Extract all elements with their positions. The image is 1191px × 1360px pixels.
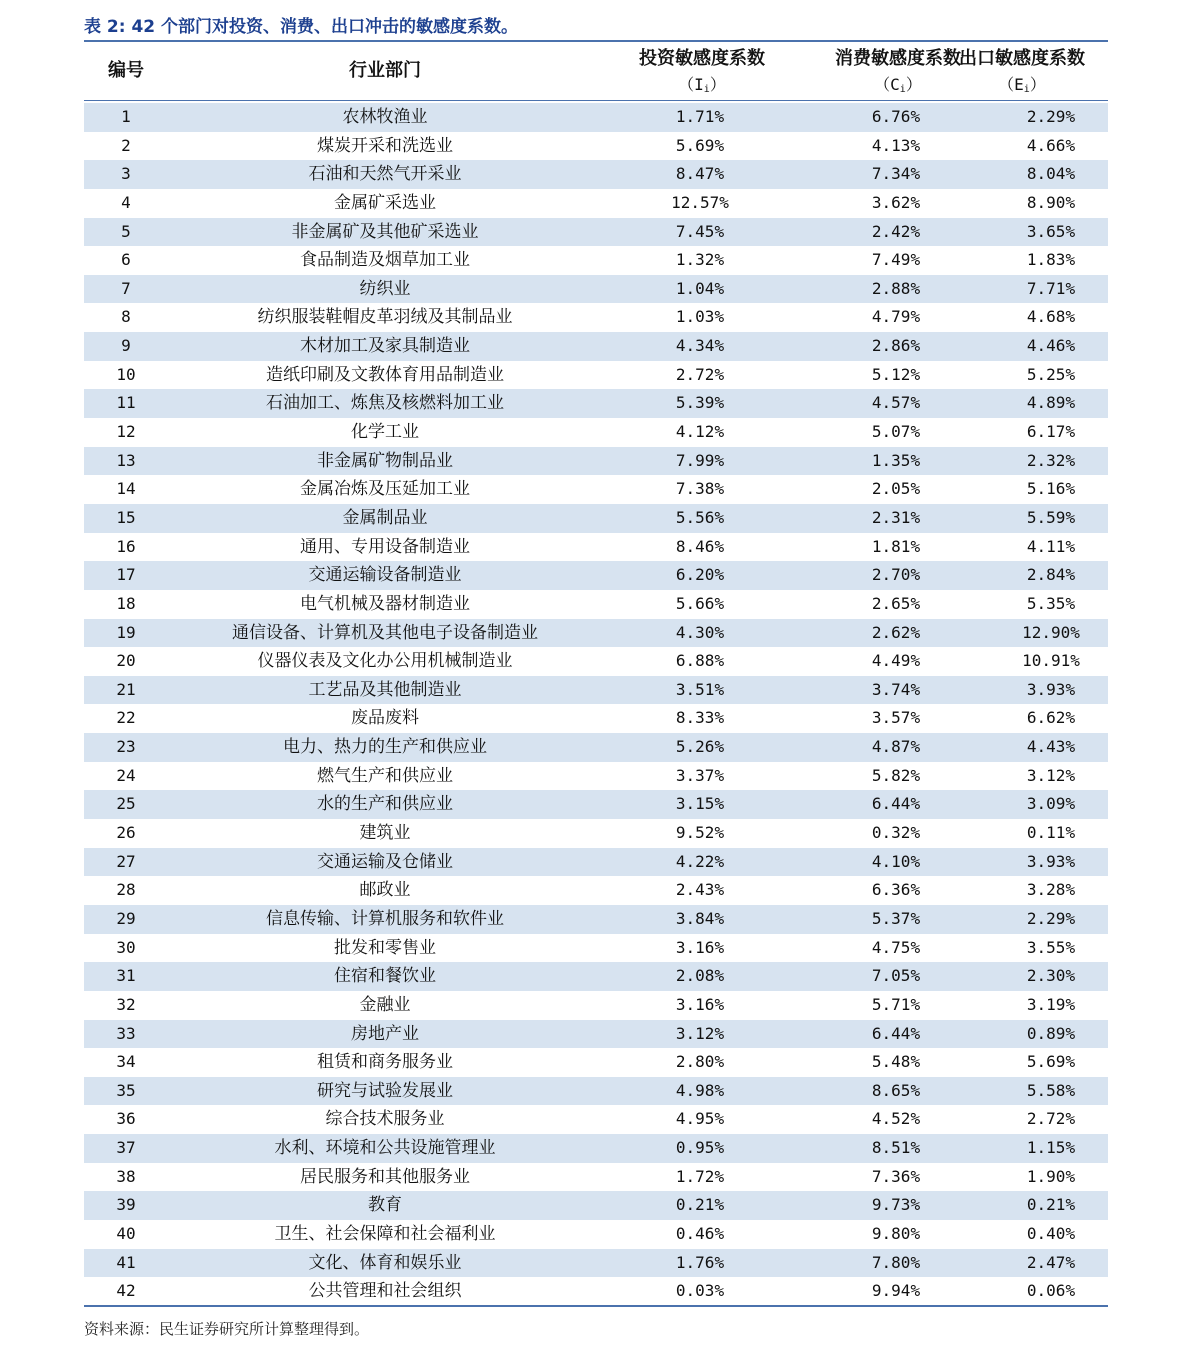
cell-export: 0.89% bbox=[1026, 1023, 1076, 1043]
table-row bbox=[84, 447, 1108, 476]
cell-number: 29 bbox=[116, 908, 136, 928]
table-row bbox=[84, 275, 1108, 304]
cell-consumption: 4.13% bbox=[871, 135, 921, 155]
cell-export: 4.66% bbox=[1026, 135, 1076, 155]
table-row bbox=[84, 361, 1108, 390]
cell-investment: 12.57% bbox=[671, 192, 729, 212]
cell-consumption: 4.49% bbox=[871, 651, 921, 671]
cell-consumption: 6.76% bbox=[871, 107, 921, 126]
table-row bbox=[84, 1134, 1108, 1163]
table-row bbox=[84, 790, 1108, 819]
cell-investment: 2.80% bbox=[675, 1052, 725, 1072]
cell-consumption: 4.10% bbox=[871, 851, 921, 871]
cell-sector: 交通运输及仓储业 bbox=[317, 851, 453, 872]
cell-sector: 建筑业 bbox=[359, 823, 411, 844]
cell-consumption: 9.80% bbox=[871, 1223, 921, 1243]
table-row bbox=[84, 246, 1108, 275]
cell-export: 2.72% bbox=[1026, 1109, 1076, 1129]
cell-sector: 公共管理和社会组织 bbox=[308, 1281, 462, 1302]
cell-sector: 电气机械及器材制造业 bbox=[300, 593, 470, 614]
table-row bbox=[84, 332, 1108, 361]
table-row bbox=[84, 103, 1108, 132]
cell-investment: 8.33% bbox=[675, 708, 725, 728]
table-bottom-rule bbox=[84, 1305, 1108, 1307]
cell-number: 20 bbox=[116, 651, 136, 671]
cell-export: 8.04% bbox=[1026, 164, 1076, 184]
cell-sector: 住宿和餐饮业 bbox=[334, 966, 436, 987]
cell-number: 34 bbox=[116, 1052, 136, 1072]
cell-consumption: 7.49% bbox=[871, 250, 921, 270]
cell-sector: 非金属矿物制品业 bbox=[317, 450, 453, 471]
cell-investment: 5.26% bbox=[675, 737, 725, 757]
cell-sector: 金融业 bbox=[359, 994, 411, 1015]
table-row bbox=[84, 1249, 1108, 1278]
table-row bbox=[84, 504, 1108, 533]
cell-number: 33 bbox=[116, 1023, 136, 1043]
cell-investment: 4.95% bbox=[675, 1109, 725, 1129]
cell-consumption: 7.05% bbox=[871, 966, 921, 986]
cell-export: 3.65% bbox=[1026, 221, 1076, 241]
cell-investment: 6.20% bbox=[675, 565, 725, 585]
cell-sector: 金属制品业 bbox=[342, 507, 428, 528]
cell-export: 2.32% bbox=[1026, 450, 1076, 470]
cell-export: 4.46% bbox=[1026, 336, 1076, 356]
table-row bbox=[84, 962, 1108, 991]
cell-number: 35 bbox=[116, 1080, 136, 1100]
header-rule bbox=[84, 100, 1108, 101]
cell-number: 19 bbox=[116, 622, 136, 642]
cell-investment: 4.22% bbox=[675, 851, 725, 871]
table-row bbox=[84, 590, 1108, 619]
table-row bbox=[84, 1191, 1108, 1220]
cell-consumption: 2.70% bbox=[871, 565, 921, 585]
cell-export: 3.55% bbox=[1026, 937, 1076, 957]
cell-sector: 电力、热力的生产和供应业 bbox=[283, 737, 487, 758]
table-row bbox=[84, 418, 1108, 447]
cell-investment: 3.12% bbox=[675, 1023, 725, 1043]
cell-export: 6.17% bbox=[1026, 422, 1076, 442]
cell-investment: 0.46% bbox=[675, 1223, 725, 1243]
cell-investment: 5.66% bbox=[675, 593, 725, 613]
cell-sector: 水利、环境和公共设施管理业 bbox=[274, 1138, 496, 1159]
cell-export: 3.93% bbox=[1026, 679, 1076, 699]
cell-export: 0.40% bbox=[1026, 1223, 1076, 1243]
table-row bbox=[84, 1077, 1108, 1106]
cell-number: 26 bbox=[116, 823, 136, 843]
table-row bbox=[84, 1105, 1108, 1134]
cell-consumption: 5.82% bbox=[871, 765, 921, 785]
cell-number: 9 bbox=[121, 336, 131, 356]
table-row bbox=[84, 189, 1108, 218]
cell-investment: 7.45% bbox=[675, 221, 725, 241]
cell-number: 36 bbox=[116, 1109, 136, 1129]
table-row bbox=[84, 1163, 1108, 1192]
cell-number: 7 bbox=[121, 278, 131, 298]
cell-sector: 房地产业 bbox=[351, 1023, 419, 1044]
cell-number: 3 bbox=[121, 164, 131, 184]
cell-number: 13 bbox=[116, 450, 136, 470]
table-row bbox=[84, 561, 1108, 590]
cell-sector: 化学工业 bbox=[351, 422, 419, 443]
cell-investment: 1.04% bbox=[675, 278, 725, 298]
cell-consumption: 6.44% bbox=[871, 794, 921, 814]
cell-number: 39 bbox=[116, 1195, 136, 1215]
table-row bbox=[84, 819, 1108, 848]
cell-investment: 7.99% bbox=[675, 450, 725, 470]
header-export-symbol: $(E_i)$ bbox=[998, 75, 1046, 95]
cell-investment: 3.51% bbox=[675, 679, 725, 699]
cell-number: 5 bbox=[121, 221, 131, 241]
cell-consumption: 7.80% bbox=[871, 1252, 921, 1272]
cell-consumption: 4.52% bbox=[871, 1109, 921, 1129]
table-row bbox=[84, 905, 1108, 934]
cell-number: 37 bbox=[116, 1138, 136, 1158]
cell-export: 3.93% bbox=[1026, 851, 1076, 871]
cell-consumption: 6.44% bbox=[871, 1023, 921, 1043]
cell-investment: 6.88% bbox=[675, 651, 725, 671]
cell-investment: 8.47% bbox=[675, 164, 725, 184]
cell-number: 38 bbox=[116, 1166, 136, 1186]
cell-consumption: 2.42% bbox=[871, 221, 921, 241]
table-row bbox=[84, 762, 1108, 791]
table-row bbox=[84, 733, 1108, 762]
cell-number: 24 bbox=[116, 765, 136, 785]
cell-export: 4.43% bbox=[1026, 737, 1076, 757]
header-consumption-title: 消费敏感度系数 bbox=[835, 48, 961, 69]
cell-sector: 农林牧渔业 bbox=[342, 107, 428, 127]
cell-sector: 教育 bbox=[368, 1195, 402, 1216]
cell-export: 4.11% bbox=[1026, 536, 1076, 556]
table-row bbox=[84, 1048, 1108, 1077]
cell-sector: 非金属矿及其他矿采选业 bbox=[291, 221, 479, 242]
cell-investment: 9.52% bbox=[675, 823, 725, 843]
cell-export: 5.16% bbox=[1026, 479, 1076, 499]
header-consumption-symbol: $(C_i)$ bbox=[874, 75, 922, 95]
table-row bbox=[84, 704, 1108, 733]
table-row bbox=[84, 475, 1108, 504]
cell-number: 32 bbox=[116, 994, 136, 1014]
header-investment-title: 投资敏感度系数 bbox=[639, 48, 765, 69]
cell-export: 1.83% bbox=[1026, 250, 1076, 270]
cell-sector: 仪器仪表及文化办公用机械制造业 bbox=[257, 651, 513, 672]
cell-consumption: 8.65% bbox=[871, 1080, 921, 1100]
cell-number: 25 bbox=[116, 794, 136, 814]
table-row bbox=[84, 619, 1108, 648]
cell-export: 3.19% bbox=[1026, 994, 1076, 1014]
cell-export: 4.89% bbox=[1026, 393, 1076, 413]
table-row bbox=[84, 533, 1108, 562]
cell-export: 0.21% bbox=[1026, 1195, 1076, 1215]
cell-sector: 批发和零售业 bbox=[334, 937, 436, 958]
cell-export: 8.90% bbox=[1026, 192, 1076, 212]
cell-investment: 7.38% bbox=[675, 479, 725, 499]
header-investment-symbol: $(I_i)$ bbox=[678, 75, 726, 95]
table-row bbox=[84, 676, 1108, 705]
cell-consumption: 4.75% bbox=[871, 937, 921, 957]
cell-consumption: 7.34% bbox=[871, 164, 921, 184]
cell-consumption: 5.37% bbox=[871, 908, 921, 928]
table-row bbox=[84, 1020, 1108, 1049]
cell-consumption: 4.87% bbox=[871, 737, 921, 757]
cell-consumption: 4.79% bbox=[871, 307, 921, 327]
table-row bbox=[84, 218, 1108, 247]
cell-investment: 3.37% bbox=[675, 765, 725, 785]
table-body bbox=[84, 103, 1108, 1306]
cell-export: 7.71% bbox=[1026, 278, 1076, 298]
table-row bbox=[84, 848, 1108, 877]
cell-investment: 2.72% bbox=[675, 364, 725, 384]
table-row bbox=[84, 1277, 1108, 1306]
cell-export: 2.30% bbox=[1026, 966, 1076, 986]
cell-number: 1 bbox=[121, 107, 131, 126]
cell-export: 5.35% bbox=[1026, 593, 1076, 613]
cell-consumption: 3.62% bbox=[871, 192, 921, 212]
cell-sector: 造纸印刷及文教体育用品制造业 bbox=[266, 364, 504, 385]
cell-consumption: 2.05% bbox=[871, 479, 921, 499]
cell-sector: 卫生、社会保障和社会福利业 bbox=[274, 1223, 496, 1244]
cell-number: 18 bbox=[116, 593, 136, 613]
cell-number: 11 bbox=[116, 393, 136, 413]
cell-number: 15 bbox=[116, 507, 136, 527]
cell-investment: 4.12% bbox=[675, 422, 725, 442]
table-row bbox=[84, 1220, 1108, 1249]
cell-export: 0.06% bbox=[1026, 1281, 1076, 1301]
table-row bbox=[84, 132, 1108, 161]
cell-number: 10 bbox=[116, 364, 136, 384]
cell-export: 5.25% bbox=[1026, 364, 1076, 384]
header-export-sensitivity bbox=[936, 42, 1108, 100]
cell-investment: 3.84% bbox=[675, 908, 725, 928]
table-row bbox=[84, 160, 1108, 189]
cell-number: 12 bbox=[116, 422, 136, 442]
cell-consumption: 2.65% bbox=[871, 593, 921, 613]
cell-export: 2.47% bbox=[1026, 1252, 1076, 1272]
cell-sector: 石油加工、炼焦及核燃料加工业 bbox=[266, 393, 504, 414]
cell-number: 6 bbox=[121, 250, 131, 270]
table-row bbox=[84, 303, 1108, 332]
cell-investment: 1.72% bbox=[675, 1166, 725, 1186]
cell-consumption: 2.31% bbox=[871, 507, 921, 527]
source-note: 资料来源：民生证券研究所计算整理得到。 bbox=[84, 1320, 370, 1338]
cell-investment: 1.76% bbox=[675, 1252, 725, 1272]
cell-export: 5.59% bbox=[1026, 507, 1076, 527]
cell-investment: 1.71% bbox=[675, 107, 725, 126]
cell-investment: 8.46% bbox=[675, 536, 725, 556]
cell-consumption: 2.86% bbox=[871, 336, 921, 356]
cell-export: 3.12% bbox=[1026, 765, 1076, 785]
cell-consumption: 9.73% bbox=[871, 1195, 921, 1215]
cell-sector: 废品废料 bbox=[351, 708, 419, 729]
cell-investment: 5.56% bbox=[675, 507, 725, 527]
cell-investment: 3.16% bbox=[675, 937, 725, 957]
table-row bbox=[84, 934, 1108, 963]
cell-consumption: 6.36% bbox=[871, 880, 921, 900]
cell-export: 2.29% bbox=[1026, 107, 1076, 126]
cell-sector: 金属矿采选业 bbox=[334, 192, 436, 213]
cell-number: 8 bbox=[121, 307, 131, 327]
cell-export: 1.90% bbox=[1026, 1166, 1076, 1186]
cell-number: 16 bbox=[116, 536, 136, 556]
cell-consumption: 5.07% bbox=[871, 422, 921, 442]
cell-number: 30 bbox=[116, 937, 136, 957]
cell-sector: 通信设备、计算机及其他电子设备制造业 bbox=[232, 622, 538, 643]
cell-consumption: 5.48% bbox=[871, 1052, 921, 1072]
cell-sector: 煤炭开采和洗选业 bbox=[317, 135, 453, 156]
cell-sector: 信息传输、计算机服务和软件业 bbox=[266, 908, 504, 929]
cell-investment: 3.15% bbox=[675, 794, 725, 814]
cell-sector: 燃气生产和供应业 bbox=[317, 765, 453, 786]
cell-sector: 文化、体育和娱乐业 bbox=[308, 1252, 462, 1273]
cell-consumption: 2.88% bbox=[871, 278, 921, 298]
cell-export: 5.69% bbox=[1026, 1052, 1076, 1072]
cell-investment: 4.30% bbox=[675, 622, 725, 642]
cell-number: 40 bbox=[116, 1223, 136, 1243]
table-caption: 表 2: 42 个部门对投资、消费、出口冲击的敏感度系数。 bbox=[84, 17, 519, 37]
cell-consumption: 3.74% bbox=[871, 679, 921, 699]
cell-export: 3.28% bbox=[1026, 880, 1076, 900]
cell-sector: 租赁和商务服务业 bbox=[317, 1052, 453, 1073]
cell-consumption: 0.32% bbox=[871, 823, 921, 843]
cell-export: 5.58% bbox=[1026, 1080, 1076, 1100]
cell-export: 1.15% bbox=[1026, 1138, 1076, 1158]
cell-number: 22 bbox=[116, 708, 136, 728]
cell-consumption: 3.57% bbox=[871, 708, 921, 728]
table-row bbox=[84, 389, 1108, 418]
cell-sector: 金属冶炼及压延加工业 bbox=[300, 479, 470, 500]
cell-investment: 5.69% bbox=[675, 135, 725, 155]
cell-export: 6.62% bbox=[1026, 708, 1076, 728]
cell-sector: 纺织服装鞋帽皮革羽绒及其制品业 bbox=[257, 307, 513, 328]
cell-number: 2 bbox=[121, 135, 131, 155]
header-number: 编号 bbox=[108, 60, 144, 81]
table-row bbox=[84, 991, 1108, 1020]
cell-sector: 工艺品及其他制造业 bbox=[308, 679, 462, 700]
cell-investment: 0.95% bbox=[675, 1138, 725, 1158]
cell-sector: 通用、专用设备制造业 bbox=[300, 536, 470, 557]
cell-investment: 0.03% bbox=[675, 1281, 725, 1301]
cell-sector: 纺织业 bbox=[359, 278, 411, 299]
cell-sector: 研究与试验发展业 bbox=[317, 1080, 453, 1101]
cell-consumption: 1.81% bbox=[871, 536, 921, 556]
cell-sector: 水的生产和供应业 bbox=[317, 794, 453, 815]
cell-consumption: 2.62% bbox=[871, 622, 921, 642]
cell-number: 4 bbox=[121, 192, 131, 212]
cell-number: 41 bbox=[116, 1252, 136, 1272]
cell-export: 3.09% bbox=[1026, 794, 1076, 814]
cell-sector: 食品制造及烟草加工业 bbox=[300, 250, 470, 271]
cell-investment: 2.43% bbox=[675, 880, 725, 900]
table-row bbox=[84, 876, 1108, 905]
cell-number: 31 bbox=[116, 966, 136, 986]
cell-investment: 1.32% bbox=[675, 250, 725, 270]
cell-sector: 居民服务和其他服务业 bbox=[300, 1166, 470, 1187]
cell-investment: 4.34% bbox=[675, 336, 725, 356]
cell-sector: 木材加工及家具制造业 bbox=[300, 336, 470, 357]
cell-investment: 5.39% bbox=[675, 393, 725, 413]
cell-investment: 4.98% bbox=[675, 1080, 725, 1100]
cell-consumption: 5.71% bbox=[871, 994, 921, 1014]
cell-sector: 邮政业 bbox=[359, 880, 411, 901]
cell-sector: 交通运输设备制造业 bbox=[308, 565, 462, 586]
cell-export: 2.84% bbox=[1026, 565, 1076, 585]
cell-sector: 石油和天然气开采业 bbox=[308, 164, 462, 185]
header-sector: 行业部门 bbox=[349, 60, 421, 81]
cell-export: 10.91% bbox=[1022, 651, 1080, 671]
cell-consumption: 9.94% bbox=[871, 1281, 921, 1301]
cell-consumption: 5.12% bbox=[871, 364, 921, 384]
table-row bbox=[84, 647, 1108, 676]
cell-investment: 2.08% bbox=[675, 966, 725, 986]
cell-number: 28 bbox=[116, 880, 136, 900]
cell-number: 27 bbox=[116, 851, 136, 871]
table-header bbox=[84, 42, 1108, 100]
cell-consumption: 8.51% bbox=[871, 1138, 921, 1158]
cell-export: 0.11% bbox=[1026, 823, 1076, 843]
cell-export: 12.90% bbox=[1022, 622, 1080, 642]
header-export-title: 出口敏感度系数 bbox=[959, 48, 1085, 69]
cell-consumption: 4.57% bbox=[871, 393, 921, 413]
cell-consumption: 7.36% bbox=[871, 1166, 921, 1186]
cell-export: 4.68% bbox=[1026, 307, 1076, 327]
cell-investment: 3.16% bbox=[675, 994, 725, 1014]
cell-investment: 1.03% bbox=[675, 307, 725, 327]
cell-number: 17 bbox=[116, 565, 136, 585]
cell-number: 42 bbox=[116, 1281, 136, 1301]
cell-sector: 综合技术服务业 bbox=[325, 1109, 445, 1130]
cell-investment: 0.21% bbox=[675, 1195, 725, 1215]
cell-export: 2.29% bbox=[1026, 908, 1076, 928]
cell-consumption: 1.35% bbox=[871, 450, 921, 470]
cell-number: 14 bbox=[116, 479, 136, 499]
cell-number: 21 bbox=[116, 679, 136, 699]
cell-number: 23 bbox=[116, 737, 136, 757]
